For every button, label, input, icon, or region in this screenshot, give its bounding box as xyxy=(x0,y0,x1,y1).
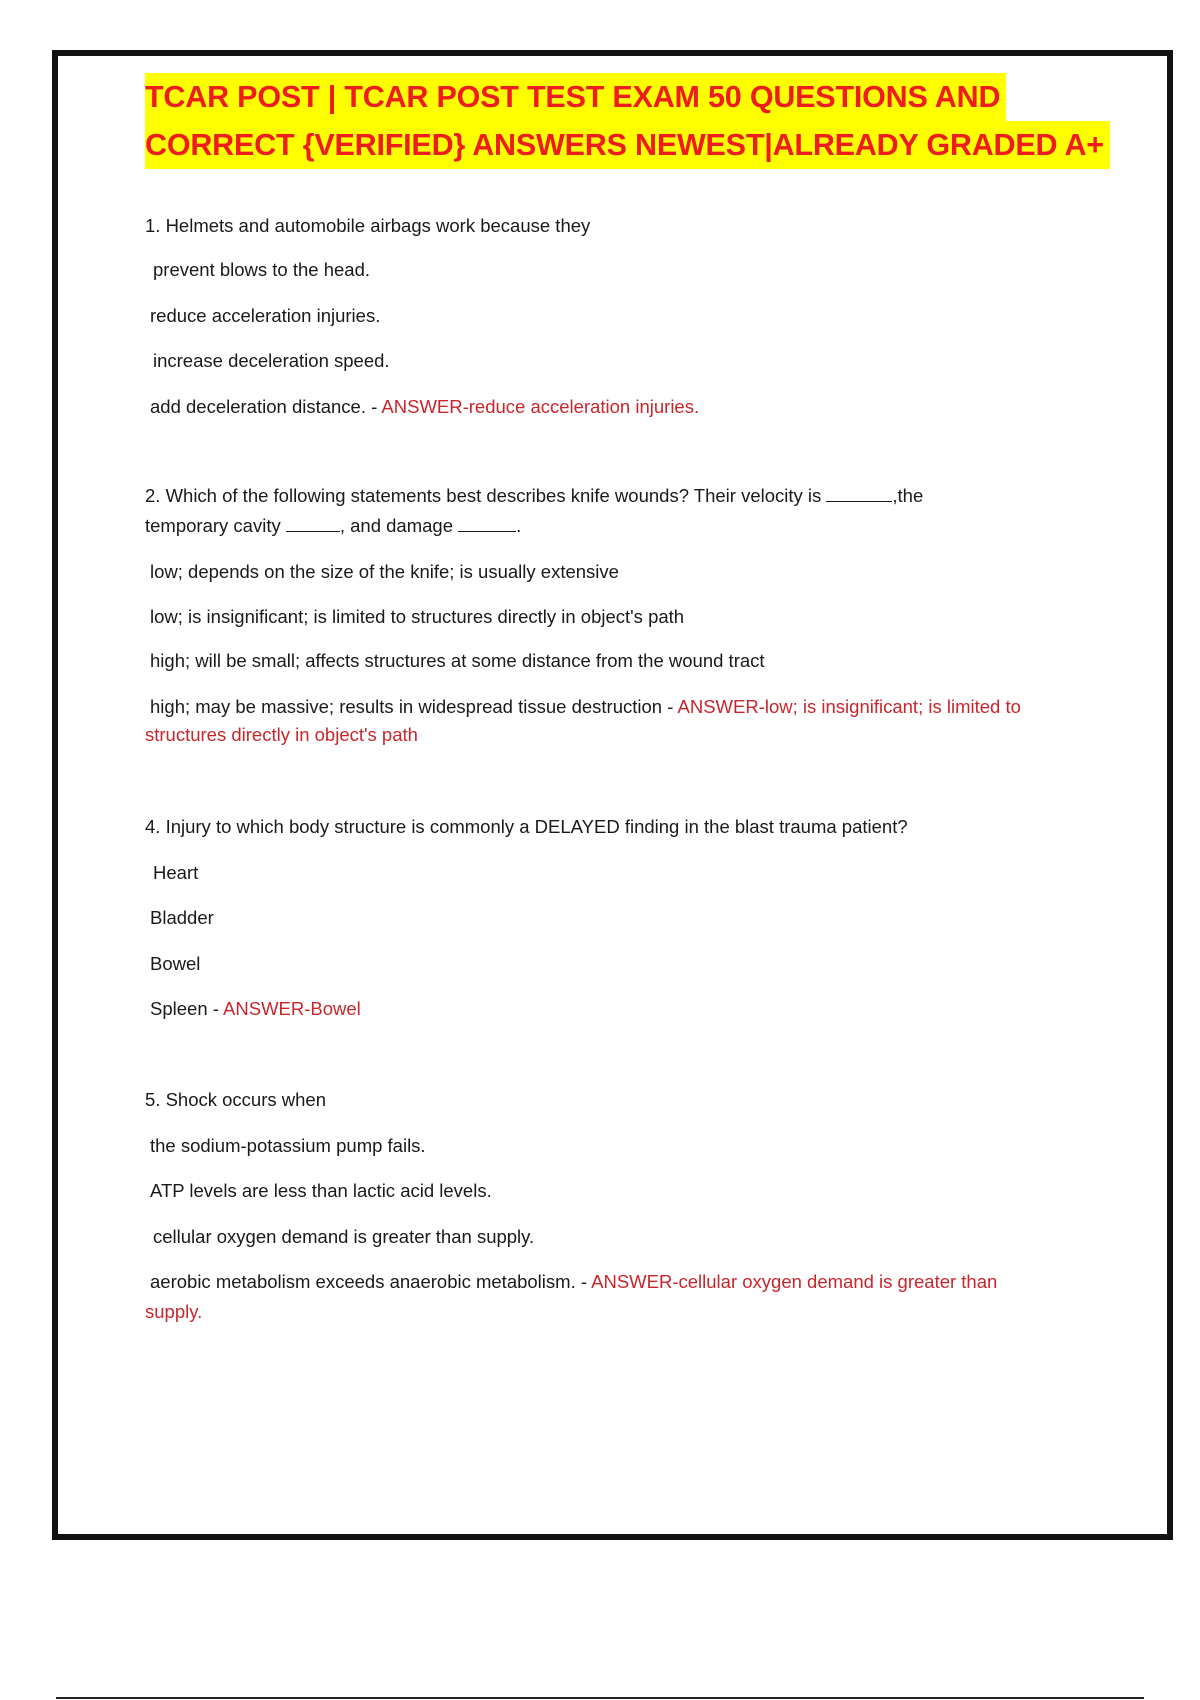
question-4-option-c: Bowel xyxy=(150,953,201,974)
question-5-answer-continued: supply. xyxy=(145,1301,203,1322)
question-2-stem-text: . xyxy=(516,515,522,536)
question-2-stem-text: temporary cavity xyxy=(145,515,281,536)
document-title xyxy=(145,73,1105,169)
question-5-stem: 5. Shock occurs when xyxy=(145,1089,326,1110)
question-4-option-b: Bladder xyxy=(150,907,214,928)
question-5-option-c: cellular oxygen demand is greater than supply. xyxy=(153,1226,535,1247)
answer-blank xyxy=(458,513,516,532)
question-5-option-b: ATP levels are less than lactic acid levels. xyxy=(150,1180,492,1201)
question-5-answer: ANSWER-cellular oxygen demand is greater than xyxy=(591,1271,998,1292)
question-2-option-a: low; depends on the size of the knife; is usually extensive xyxy=(150,561,619,582)
question-2-stem-line-2 xyxy=(145,512,521,540)
question-2-stem-text: ,the xyxy=(892,485,924,506)
question-2-answer-continued: structures directly in object's path xyxy=(145,724,418,745)
question-2-stem-text: , and damage xyxy=(339,515,454,536)
question-1-answer: ANSWER-reduce acceleration injuries. xyxy=(381,396,700,417)
footer-divider xyxy=(56,1697,1144,1699)
question-5-option-d: aerobic metabolism exceeds anaerobic metabolism. xyxy=(150,1271,576,1292)
question-1-option-b: reduce acceleration injuries. xyxy=(150,305,381,326)
question-2-option-b: low; is insignificant; is limited to structures directly in object's path xyxy=(150,606,685,627)
question-2-stem-text: 2. Which of the following statements best describes knife wounds? Their velocity is xyxy=(145,485,822,506)
answer-separator: - xyxy=(662,696,678,717)
question-4-option-d-line xyxy=(150,995,361,1023)
question-1-option-c: increase deceleration speed. xyxy=(153,350,390,371)
question-2-option-d: high; may be massive; results in widespread tissue destruction xyxy=(150,696,663,717)
question-4-stem: 4. Injury to which body structure is commonly a DELAYED finding in the blast trauma patient? xyxy=(145,816,908,837)
answer-separator: - xyxy=(365,396,382,417)
question-2-stem-line-1 xyxy=(145,482,923,510)
question-1-option-a: prevent blows to the head. xyxy=(153,259,371,280)
answer-blank xyxy=(286,513,340,532)
answer-separator: - xyxy=(575,1271,592,1292)
answer-separator: - xyxy=(207,998,224,1019)
question-1-stem: 1. Helmets and automobile airbags work because they xyxy=(145,215,591,236)
question-1-option-d: add deceleration distance. xyxy=(150,396,366,417)
question-4-option-d: Spleen xyxy=(150,998,208,1019)
question-5-option-a: the sodium-potassium pump fails. xyxy=(150,1135,426,1156)
question-5-option-d-line xyxy=(150,1268,997,1296)
question-4-answer: ANSWER-Bowel xyxy=(223,998,361,1019)
question-2-option-d-line xyxy=(150,693,1021,721)
question-2-answer: ANSWER-low; is insignificant; is limited to xyxy=(677,696,1021,717)
title-line-2: CORRECT {VERIFIED} ANSWERS NEWEST|ALREADY GRADED A+ xyxy=(145,121,1110,169)
question-4-option-a: Heart xyxy=(153,862,199,883)
question-2-option-c: high; will be small; affects structures at some distance from the wound tract xyxy=(150,650,765,671)
answer-blank xyxy=(826,483,892,502)
question-1-option-d-line xyxy=(150,393,699,421)
title-line-1: TCAR POST | TCAR POST TEST EXAM 50 QUESTIONS AND xyxy=(145,73,1006,121)
